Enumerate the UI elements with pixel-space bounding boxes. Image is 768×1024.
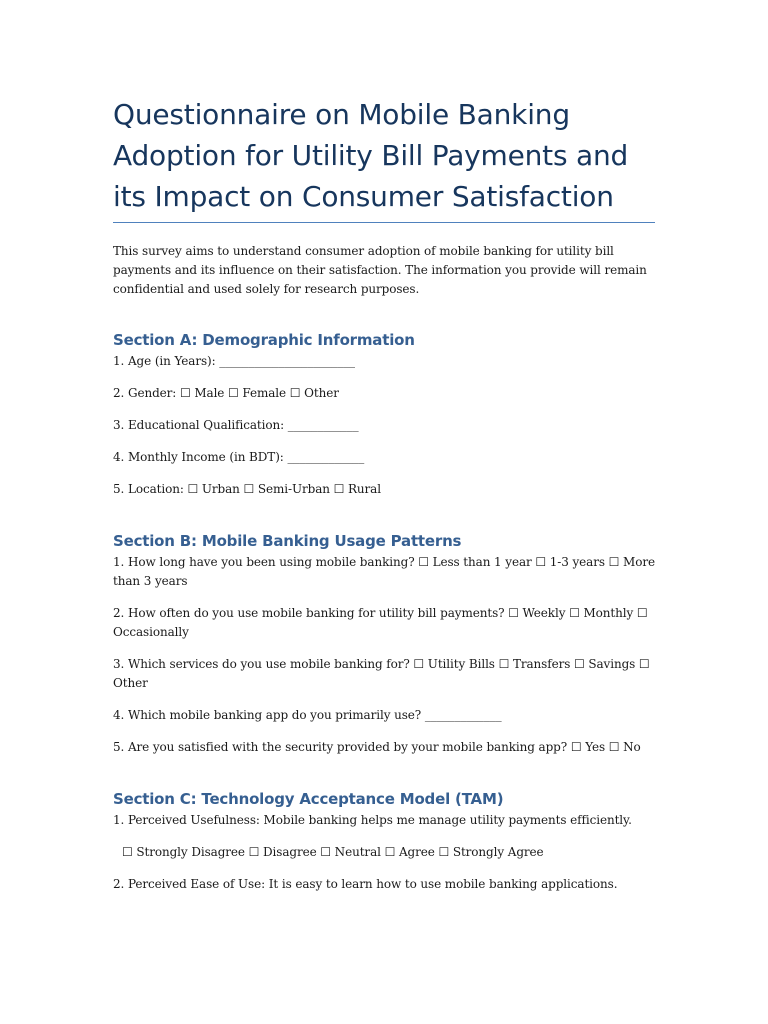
title-line: Questionnaire on Mobile Banking [113,98,570,131]
section-c-heading: Section C: Technology Acceptance Model (TAM) [113,790,504,808]
question-perceived-usefulness: 1. Perceived Usefulness: Mobile banking helps me manage utility payments efficiently. [113,813,632,827]
question-line: than 3 years [113,574,188,588]
question-line: 5. Are you satisfied with the security provided by your mobile banking app? ☐ Yes ☐ No [113,740,641,754]
document-content [113,94,658,894]
question-income: 4. Monthly Income (in BDT): _____________ [113,450,365,464]
intro-line: confidential and used solely for research purposes. [113,282,420,296]
intro-line: This survey aims to understand consumer adoption of mobile banking for utility bill [113,244,614,258]
question-location: 5. Location: ☐ Urban ☐ Semi-Urban ☐ Rural [113,482,381,496]
question-services [113,655,658,693]
intro-line: payments and its influence on their satisfaction. The information you provide will remain [113,263,647,277]
question-education: 3. Educational Qualification: ____________ [113,418,359,432]
question-age: 1. Age (in Years): _______________________ [113,354,355,368]
question-line: Other [113,676,148,690]
question-line: Occasionally [113,625,189,639]
question-line: 4. Which mobile banking app do you primarily use? _____________ [113,708,502,722]
question-security-satisfaction [113,738,658,757]
title-line: its Impact on Consumer Satisfaction [113,180,614,213]
section-b-heading: Section B: Mobile Banking Usage Patterns [113,532,462,550]
likert-scale-options: ☐ Strongly Disagree ☐ Disagree ☐ Neutral ☐ Agree ☐ Strongly Agree [122,845,544,859]
question-usage-duration [113,553,658,591]
question-perceived-ease-of-use: 2. Perceived Ease of Use: It is easy to learn how to use mobile banking applications. [113,877,618,891]
page-title [113,94,658,217]
question-line: 1. How long have you been using mobile banking? ☐ Less than 1 year ☐ 1-3 years ☐ More [113,555,655,569]
section-a-heading: Section A: Demographic Information [113,331,415,349]
title-line: Adoption for Utility Bill Payments and [113,139,629,172]
title-divider [113,222,655,223]
question-line: 3. Which services do you use mobile banking for? ☐ Utility Bills ☐ Transfers ☐ Savings ☐ [113,657,650,671]
question-usage-frequency [113,604,658,642]
intro-paragraph [113,242,658,299]
question-gender: 2. Gender: ☐ Male ☐ Female ☐ Other [113,386,339,400]
question-primary-app [113,706,658,725]
question-line: 2. How often do you use mobile banking for utility bill payments? ☐ Weekly ☐ Monthly ☐ [113,606,648,620]
